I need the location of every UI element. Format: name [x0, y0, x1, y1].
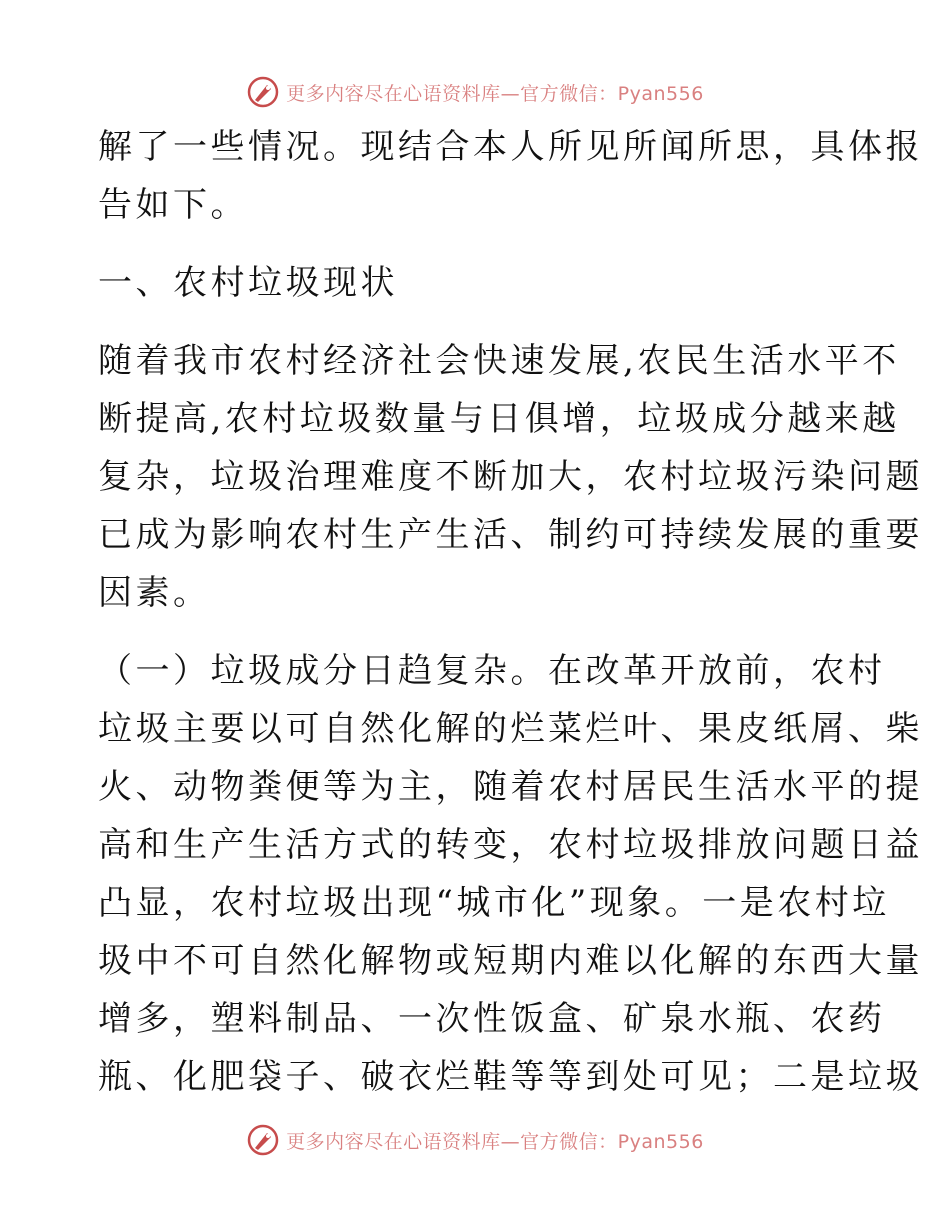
paragraph [98, 118, 923, 234]
text-line: （一）垃圾成分日趋复杂。在改革开放前，农村 [98, 651, 886, 691]
text-line: 高和生产生活方式的转变，农村垃圾排放问题日益 [98, 825, 923, 865]
text-line: 解了一些情况。现结合本人所见所闻所思，具体报 [98, 127, 923, 167]
watermark-text: 更多内容尽在心语资料库—官方微信：Pyan556 [286, 1130, 704, 1153]
text-line: 火、动物粪便等为主，随着农村居民生活水平的提 [98, 767, 923, 807]
text-line: 增多，塑料制品、一次性饭盒、矿泉水瓶、农药 [98, 999, 886, 1039]
watermark-text: 更多内容尽在心语资料库—官方微信：Pyan556 [286, 82, 704, 105]
text-line: 因素。 [98, 573, 211, 613]
text-line: 断提高,农村垃圾数量与日俱增，垃圾成分越来越 [98, 399, 900, 439]
text-line: 告如下。 [98, 185, 248, 225]
pen-nib-logo-icon [246, 1123, 280, 1157]
text-line: 复杂，垃圾治理难度不断加大，农村垃圾污染问题 [98, 457, 923, 497]
section-heading [98, 254, 858, 312]
text-line: 已成为影响农村生产生活、制约可持续发展的重要 [98, 515, 923, 555]
footer-watermark [0, 1120, 950, 1160]
text-line: 垃圾主要以可自然化解的烂菜烂叶、果皮纸屑、柴 [98, 709, 923, 749]
text-line: 凸显，农村垃圾出现“城市化”现象。一是农村垃 [98, 883, 890, 923]
text-line: 瓶、化肥袋子、破衣烂鞋等等到处可见；二是垃圾 [98, 1057, 923, 1097]
paragraph [98, 642, 923, 1106]
text-line: 随着我市农村经济社会快速发展,农民生活水平不 [98, 341, 900, 381]
text-line: 圾中不可自然化解物或短期内难以化解的东西大量 [98, 941, 923, 981]
header-watermark [0, 72, 950, 112]
document-body [98, 118, 923, 1106]
text-line: 一、农村垃圾现状 [98, 263, 398, 303]
paragraph [98, 332, 923, 622]
pen-nib-logo-icon [246, 75, 280, 109]
